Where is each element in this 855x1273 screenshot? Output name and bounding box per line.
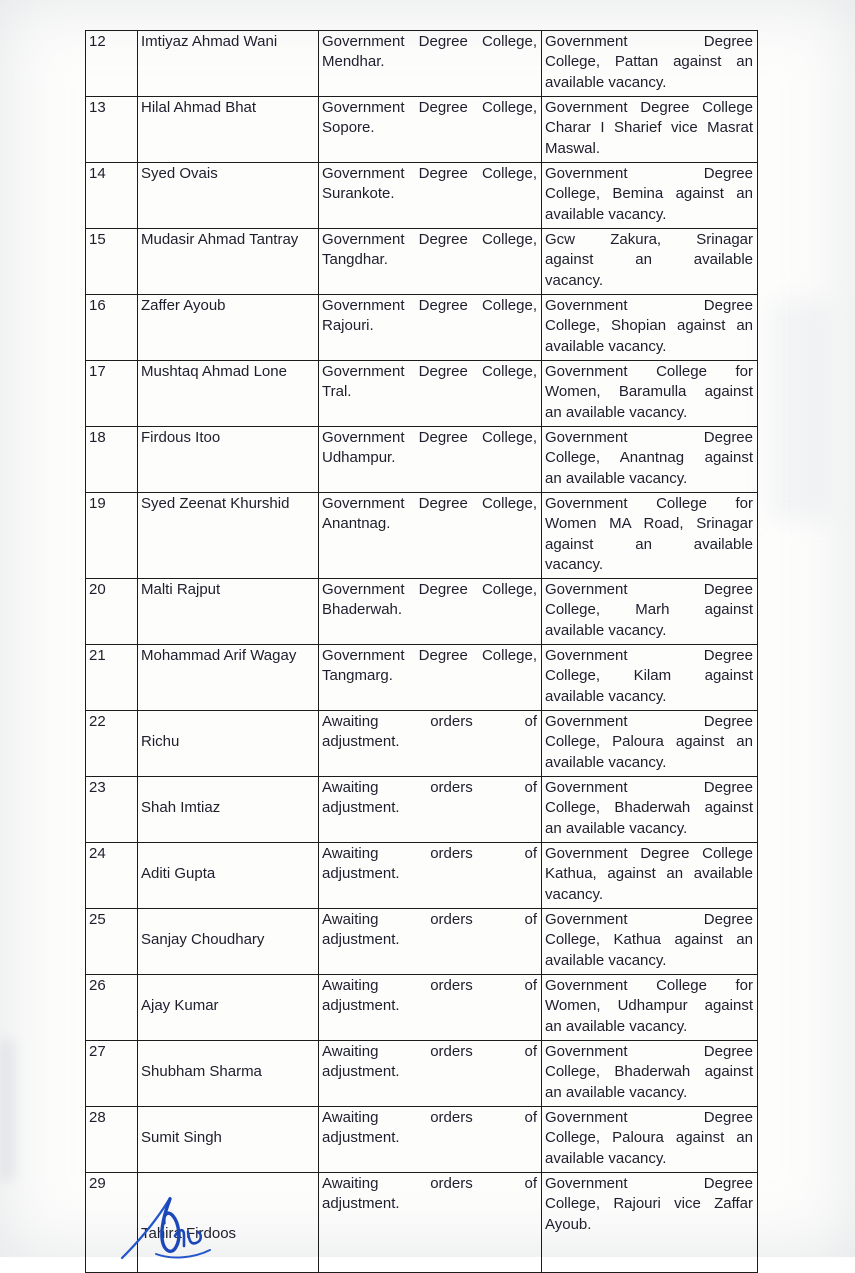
text-line: Awaiting orders of [322, 713, 537, 730]
text-line: Government College for [545, 363, 753, 380]
name-cell [138, 711, 319, 777]
text-line: against an available [545, 535, 753, 553]
text-line: available vacancy. [545, 73, 667, 91]
name-cell [138, 427, 319, 493]
text-line: Government Degree College, [322, 165, 537, 182]
current-posting-cell [319, 777, 542, 843]
serial-cell: 17 [86, 361, 138, 427]
scan-smudge [770, 300, 830, 520]
current-posting-cell [319, 975, 542, 1041]
text-line: Government Degree [545, 1043, 753, 1060]
current-posting-cell [319, 229, 542, 295]
text-line: Awaiting orders of [322, 1109, 537, 1126]
text-line: available vacancy. [545, 1149, 667, 1167]
text-line: adjustment. [322, 1195, 400, 1213]
new-posting-cell [542, 493, 758, 579]
current-posting-cell [319, 711, 542, 777]
teacher-name: Aditi Gupta [141, 865, 216, 882]
text-line: Women, Udhampur against [545, 997, 753, 1015]
text-line: Surankote. [322, 185, 395, 203]
transfer-posting-table [85, 30, 758, 1273]
teacher-name: Ajay Kumar [141, 997, 219, 1014]
text-line: Government Degree [545, 1109, 753, 1126]
text-line: Government Degree [545, 165, 753, 182]
text-line: Anantnag. [322, 515, 391, 533]
text-line: Government Degree College, [322, 297, 537, 314]
text-line: against an available [545, 251, 753, 269]
text-line: Ayoub. [545, 1215, 592, 1233]
text-line: vacancy. [545, 885, 604, 903]
name-cell [138, 1041, 319, 1107]
table-row [86, 579, 758, 645]
name-cell [138, 909, 319, 975]
teacher-name: Tahira Firdoos [141, 1225, 237, 1242]
teacher-name: Shubham Sharma [141, 1063, 262, 1080]
text-line: available vacancy. [545, 951, 667, 969]
text-line: Government Degree [545, 713, 753, 730]
teacher-name: Syed Zeenat Khurshid [141, 495, 290, 512]
text-line: Government Degree College, [322, 231, 537, 248]
text-line: Government Degree [545, 429, 753, 446]
teacher-name: Firdous Itoo [141, 429, 221, 446]
teacher-name: Zaffer Ayoub [141, 297, 226, 314]
text-line: adjustment. [322, 799, 400, 817]
serial-cell: 25 [86, 909, 138, 975]
text-line: Government Degree College [545, 845, 753, 862]
text-line: College, Bhaderwah against [545, 1063, 753, 1081]
current-posting-cell [319, 1107, 542, 1173]
new-posting-cell [542, 579, 758, 645]
new-posting-cell [542, 229, 758, 295]
name-cell [138, 1107, 319, 1173]
serial-cell: 14 [86, 163, 138, 229]
teacher-name: Malti Rajput [141, 581, 221, 598]
text-line: College, Bhaderwah against [545, 799, 753, 817]
text-line: Government Degree [545, 581, 753, 598]
text-line: Tangmarg. [322, 667, 393, 685]
text-line: Government Degree College, [322, 99, 537, 116]
current-posting-cell [319, 97, 542, 163]
text-line: an available vacancy. [545, 403, 688, 421]
new-posting-cell [542, 1041, 758, 1107]
name-cell [138, 645, 319, 711]
text-line: vacancy. [545, 271, 604, 289]
current-posting-cell [319, 579, 542, 645]
text-line: Charar I Sharief vice Masrat [545, 119, 753, 137]
text-line: Government Degree [545, 297, 753, 314]
new-posting-cell [542, 31, 758, 97]
teacher-name: Sanjay Choudhary [141, 931, 265, 948]
text-line: available vacancy. [545, 621, 667, 639]
teacher-name: Imtiyaz Ahmad Wani [141, 33, 278, 50]
table-row [86, 1041, 758, 1107]
text-line: Government Degree [545, 779, 753, 796]
serial-cell: 13 [86, 97, 138, 163]
text-line: College, Rajouri vice Zaffar [545, 1195, 753, 1213]
transfer-table-body [86, 31, 758, 1273]
text-line: College, Shopian against an [545, 317, 753, 335]
new-posting-cell [542, 427, 758, 493]
text-line: Government Degree College, [322, 363, 537, 380]
text-line: Awaiting orders of [322, 1043, 537, 1060]
new-posting-cell [542, 645, 758, 711]
text-line: an available vacancy. [545, 1083, 688, 1101]
table-row [86, 645, 758, 711]
text-line: Awaiting orders of [322, 911, 537, 928]
signature-scribble-icon [118, 1196, 238, 1260]
serial-cell: 23 [86, 777, 138, 843]
current-posting-cell [319, 31, 542, 97]
text-line: Kathua, against an available [545, 865, 753, 883]
text-line: vacancy. [545, 555, 604, 573]
name-cell [138, 579, 319, 645]
name-cell [138, 975, 319, 1041]
name-cell [138, 777, 319, 843]
text-line: Awaiting orders of [322, 779, 537, 796]
serial-cell: 18 [86, 427, 138, 493]
teacher-name: Hilal Ahmad Bhat [141, 99, 257, 116]
text-line: adjustment. [322, 1063, 400, 1081]
table-row [86, 777, 758, 843]
current-posting-cell [319, 493, 542, 579]
text-line: College, Paloura against an [545, 733, 753, 751]
serial-cell: 12 [86, 31, 138, 97]
text-line: adjustment. [322, 1129, 400, 1147]
text-line: an available vacancy. [545, 469, 688, 487]
table-row [86, 229, 758, 295]
new-posting-cell [542, 361, 758, 427]
name-cell [138, 295, 319, 361]
teacher-name: Mushtaq Ahmad Lone [141, 363, 287, 380]
current-posting-cell [319, 645, 542, 711]
current-posting-cell [319, 427, 542, 493]
text-line: available vacancy. [545, 753, 667, 771]
text-line: College, Anantnag against [545, 449, 753, 467]
text-line: Government Degree [545, 33, 753, 50]
name-cell [138, 229, 319, 295]
serial-cell: 29 [86, 1173, 138, 1273]
new-posting-cell [542, 295, 758, 361]
table-row [86, 295, 758, 361]
serial-cell: 27 [86, 1041, 138, 1107]
serial-cell: 16 [86, 295, 138, 361]
text-line: Government Degree College, [322, 495, 537, 512]
text-line: Mendhar. [322, 53, 385, 71]
scan-smudge [0, 1040, 14, 1180]
table-row [86, 909, 758, 975]
text-line: adjustment. [322, 997, 400, 1015]
text-line: College, Kathua against an [545, 931, 753, 949]
teacher-name: Mudasir Ahmad Tantray [141, 231, 299, 248]
current-posting-cell [319, 843, 542, 909]
teacher-name: Shah Imtiaz [141, 799, 221, 816]
text-line: Sopore. [322, 119, 375, 137]
text-line: College, Kilam against [545, 667, 753, 685]
table-row [86, 361, 758, 427]
text-line: College, Marh against [545, 601, 753, 619]
table-row [86, 163, 758, 229]
text-line: College, Pattan against an [545, 53, 753, 71]
table-row [86, 711, 758, 777]
current-posting-cell [319, 1173, 542, 1273]
table-row [86, 493, 758, 579]
text-line: available vacancy. [545, 687, 667, 705]
serial-cell: 22 [86, 711, 138, 777]
text-line: adjustment. [322, 865, 400, 883]
serial-cell: 21 [86, 645, 138, 711]
new-posting-cell [542, 1173, 758, 1273]
table-row [86, 427, 758, 493]
text-line: Government Degree [545, 1175, 753, 1192]
table-row [86, 843, 758, 909]
text-line: College, Paloura against an [545, 1129, 753, 1147]
text-line: Maswal. [545, 139, 601, 157]
text-line: Government Degree [545, 647, 753, 664]
new-posting-cell [542, 97, 758, 163]
new-posting-cell [542, 1107, 758, 1173]
text-line: Government College for [545, 495, 753, 512]
new-posting-cell [542, 163, 758, 229]
text-line: adjustment. [322, 931, 400, 949]
new-posting-cell [542, 909, 758, 975]
name-cell [138, 843, 319, 909]
text-line: Women, Baramulla against [545, 383, 753, 401]
current-posting-cell [319, 909, 542, 975]
name-cell [138, 97, 319, 163]
teacher-name: Richu [141, 733, 180, 750]
current-posting-cell [319, 361, 542, 427]
current-posting-cell [319, 163, 542, 229]
text-line: Government Degree College, [322, 581, 537, 598]
text-line: Awaiting orders of [322, 845, 537, 862]
text-line: an available vacancy. [545, 1017, 688, 1035]
text-line: Gcw Zakura, Srinagar [545, 231, 753, 248]
text-line: College, Bemina against an [545, 185, 753, 203]
name-cell [138, 493, 319, 579]
text-line: Awaiting orders of [322, 977, 537, 994]
new-posting-cell [542, 777, 758, 843]
table-row [86, 1107, 758, 1173]
text-line: Bhaderwah. [322, 601, 403, 619]
text-line: Rajouri. [322, 317, 374, 335]
serial-cell: 19 [86, 493, 138, 579]
new-posting-cell [542, 975, 758, 1041]
text-line: Government Degree [545, 911, 753, 928]
name-cell [138, 163, 319, 229]
new-posting-cell [542, 711, 758, 777]
teacher-name: Sumit Singh [141, 1129, 222, 1146]
text-line: available vacancy. [545, 205, 667, 223]
serial-cell: 26 [86, 975, 138, 1041]
text-line: Government Degree College, [322, 647, 537, 664]
current-posting-cell [319, 1041, 542, 1107]
serial-cell: 24 [86, 843, 138, 909]
text-line: Government Degree College, [322, 33, 537, 50]
text-line: an available vacancy. [545, 819, 688, 837]
text-line: Government Degree College, [322, 429, 537, 446]
text-line: Awaiting orders of [322, 1175, 537, 1192]
text-line: adjustment. [322, 733, 400, 751]
text-line: Udhampur. [322, 449, 396, 467]
current-posting-cell [319, 295, 542, 361]
name-cell [138, 31, 319, 97]
teacher-name: Syed Ovais [141, 165, 218, 182]
text-line: Government College for [545, 977, 753, 994]
table-row [86, 31, 758, 97]
text-line: available vacancy. [545, 337, 667, 355]
serial-cell: 15 [86, 229, 138, 295]
name-cell [138, 361, 319, 427]
teacher-name: Mohammad Arif Wagay [141, 647, 297, 664]
table-row [86, 97, 758, 163]
serial-cell: 28 [86, 1107, 138, 1173]
text-line: Women MA Road, Srinagar [545, 515, 753, 533]
text-line: Government Degree College [545, 99, 753, 116]
new-posting-cell [542, 843, 758, 909]
text-line: Tangdhar. [322, 251, 388, 269]
serial-cell: 20 [86, 579, 138, 645]
table-row [86, 975, 758, 1041]
text-line: Tral. [322, 383, 352, 401]
